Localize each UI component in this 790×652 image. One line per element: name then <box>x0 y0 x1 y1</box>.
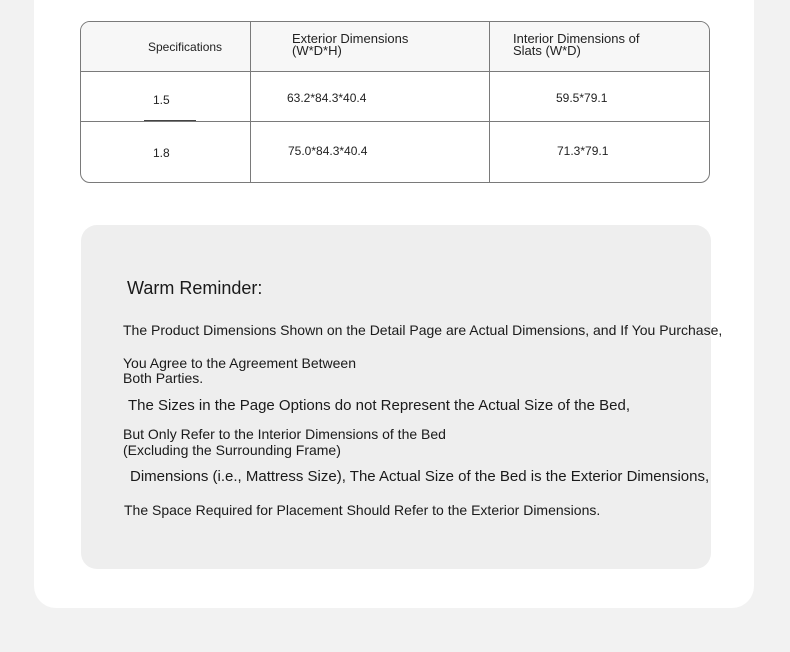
reminder-title: Warm Reminder: <box>127 278 263 298</box>
header-interior-line1: Interior Dimensions of <box>513 31 640 46</box>
interior-cell: 59.5*79.1 <box>556 91 608 105</box>
spec-cell: 1.5 <box>153 93 170 107</box>
reminder-line: You Agree to the Agreement Between <box>123 355 356 371</box>
dimensions-table <box>80 21 710 183</box>
spec-underline <box>144 120 196 121</box>
reminder-line: The Space Required for Placement Should Refer to the Exterior Dimensions. <box>124 502 601 518</box>
table-row <box>81 72 709 122</box>
reminder-line: Both Parties. <box>123 370 204 386</box>
table-header-row <box>81 22 709 72</box>
exterior-cell: 63.2*84.3*40.4 <box>287 91 367 105</box>
header-specifications: Specifications <box>148 40 223 54</box>
header-exterior-line1: Exterior Dimensions <box>292 31 409 46</box>
reminder-line: (Excluding the Surrounding Frame) <box>123 442 341 458</box>
column-divider <box>489 22 490 182</box>
exterior-cell: 75.0*84.3*40.4 <box>288 144 368 158</box>
reminder-line: The Sizes in the Page Options do not Represent the Actual Size of the Bed, <box>128 397 630 414</box>
column-divider <box>250 22 251 182</box>
table-row <box>81 122 709 182</box>
reminder-line: The Product Dimensions Shown on the Detail Page are Actual Dimensions, and If You Purchase, <box>123 322 723 338</box>
reminder-line: But Only Refer to the Interior Dimensions of the Bed <box>123 426 446 442</box>
interior-cell: 71.3*79.1 <box>557 144 609 158</box>
reminder-line: Dimensions (i.e., Mattress Size), The Actual Size of the Bed is the Exterior Dimensions, <box>130 468 710 485</box>
spec-cell: 1.8 <box>153 146 170 160</box>
header-interior-line2: Slats (W*D) <box>513 43 581 58</box>
header-exterior-line2: (W*D*H) <box>292 43 342 58</box>
